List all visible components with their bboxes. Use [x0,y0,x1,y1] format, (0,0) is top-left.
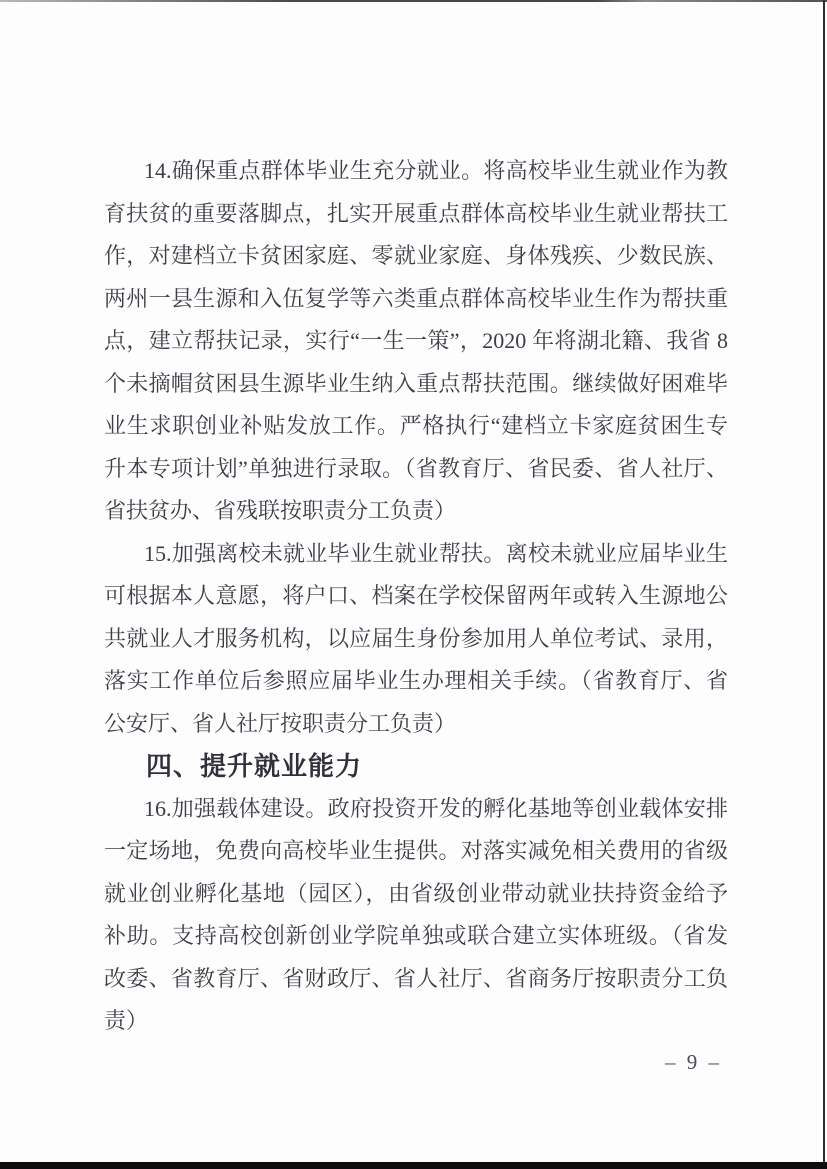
section-heading-4: 四、提升就业能力 [146,751,363,781]
paragraph-item-14: 14.确保重点群体毕业生充分就业。将高校毕业生就业作为教育扶贫的重要落脚点，扎实开展重点群体高校毕业生就业帮扶工作，对建档立卡贫困家庭、零就业家庭、身体残疾、少数民族、两州一县生源和入伍复学等六类重点群体高校毕业生作为帮扶重点，建立帮扶记录，实行“一生一策”，2020 年将湖北籍、我省 8 个未摘帽贫困县生源毕业生纳入重点帮扶范围。继续做好困难毕业生求职创业补贴发放工作。严格执行“建档立卡家庭贫困生专升本专项计划”单独进行录取。（省教育厅、省民委、省人社厅、省扶贫办、省残联按职责分工负责） [104,158,728,523]
scan-edge-top [0,0,827,2]
paragraph-item-16: 16.加强载体建设。政府投资开发的孵化基地等创业载体安排一定场地，免费向高校毕业生提供。对落实减免相关费用的省级就业创业孵化基地（园区），由省级创业带动就业扶持资金给予补助。支持高校创新创业学院单独或联合建立实体班级。（省发改委、省教育厅、省财政厅、省人社厅、省商务厅按职责分工负责） [104,795,728,1033]
document-body [104,150,728,1043]
page-number: – 9 – [665,1050,722,1074]
paragraph-item-15: 15.加强离校未就业毕业生就业帮扶。离校未就业应届毕业生可根据本人意愿，将户口、档案在学校保留两年或转入生源地公共就业人才服务机构，以应届生身份参加用人单位考试、录用，落实工作单位后参照应届毕业生办理相关手续。（省教育厅、省公安厅、省人社厅按职责分工负责） [104,540,728,736]
scan-edge-bottom [0,1162,827,1169]
scan-edge-right [823,0,825,1169]
